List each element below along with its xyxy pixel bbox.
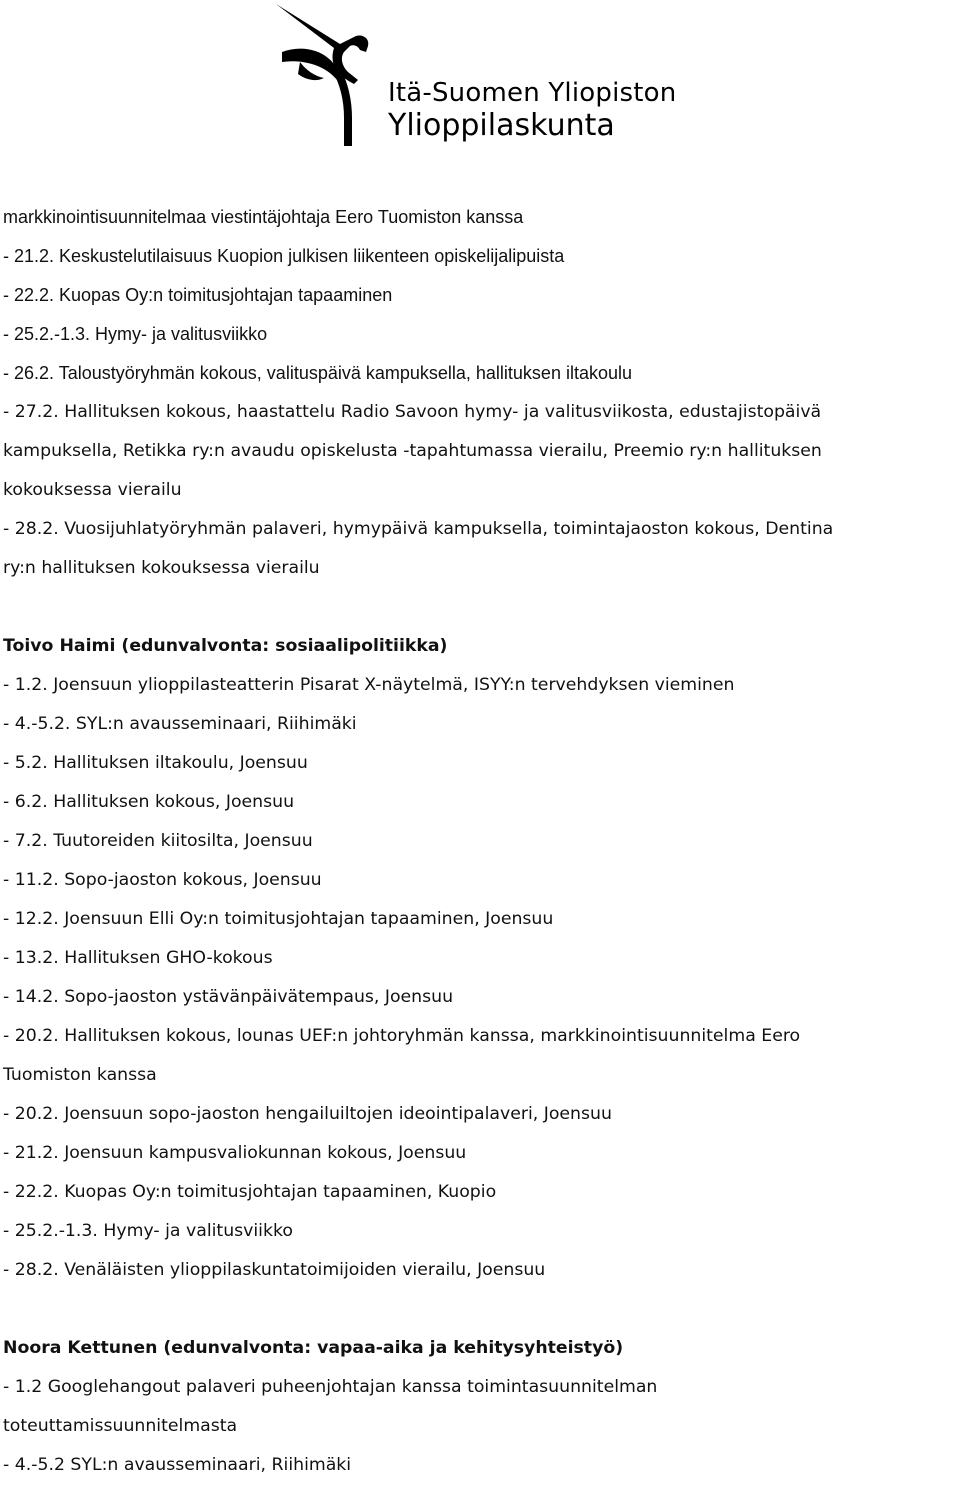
activity-line: - 5.2. Hallituksen iltakoulu, Joensuu [3,753,308,773]
activity-line: ry:n hallituksen kokouksessa vierailu [3,558,320,578]
activity-line: - 12.2. Joensuun Elli Oy:n toimitusjohtajan tapaaminen, Joensuu [3,909,554,929]
activity-line: - 13.2. Hallituksen GHO-kokous [3,948,273,968]
activity-line: - 11.2. Sopo-jaoston kokous, Joensuu [3,870,322,890]
activity-line: - 7.2. Tuutoreiden kiitosilta, Joensuu [3,831,313,851]
section-spacer [3,588,958,627]
activity-line: - 4.-5.2 SYL:n avausseminaari, Riihimäki [3,1455,352,1475]
activity-line: - 14.2. Sopo-jaoston ystävänpäivätempaus, Joensuu [3,987,454,1007]
logo-text-line1: Itä-Suomen Yliopiston [388,78,677,108]
activity-line: Tuomiston kanssa [3,1065,157,1085]
activity-line: markkinointisuunnitelmaa viestintäjohtaja Eero Tuomiston kanssa [3,207,524,227]
activity-line: - 25.2.-1.3. Hymy- ja valitusviikko [3,324,268,344]
activity-line: - 20.2. Hallituksen kokous, lounas UEF:n johtoryhmän kanssa, markkinointisuunnitelma Eero [3,1026,801,1046]
activity-line: - 1.2. Joensuun ylioppilasteatterin Pisarat X-näytelmä, ISYY:n tervehdyksen vieminen [3,675,735,695]
logo-text-line2: Ylioppilaskunta [388,108,615,143]
activity-line: - 1.2 Googlehangout palaveri puheenjohtajan kanssa toimintasuunnitelman [3,1377,658,1397]
activity-line: - 25.2.-1.3. Hymy- ja valitusviikko [3,1221,293,1241]
activity-line: - 28.2. Venäläisten ylioppilaskuntatoimijoiden vierailu, Joensuu [3,1260,546,1280]
activity-line: - 27.2. Hallituksen kokous, haastattelu Radio Savoon hymy- ja valitusviikosta, edustajistopäivä [3,402,822,422]
activity-line: - 21.2. Joensuun kampusvaliokunnan kokous, Joensuu [3,1143,467,1163]
activity-line: - 4.-5.2. SYL:n avausseminaari, Riihimäki [3,714,357,734]
activity-line: - 22.2. Kuopas Oy:n toimitusjohtajan tapaaminen, Kuopio [3,1182,497,1202]
section-spacer [3,1290,958,1329]
activity-line: kokouksessa vierailu [3,480,182,500]
activity-line: - 6.2. Hallituksen kokous, Joensuu [3,792,295,812]
activity-line: kampuksella, Retikka ry:n avaudu opiskelusta -tapahtumassa vierailu, Preemio ry:n hallituksen [3,441,822,461]
university-emblem-icon [270,0,390,150]
section-heading-noora: Noora Kettunen (edunvalvonta: vapaa-aika ja kehitysyhteistyö) [3,1338,624,1358]
activity-line: - 28.2. Vuosijuhlatyöryhmän palaveri, hymypäivä kampuksella, toimintajaoston kokous, Dentina [3,519,834,539]
activity-line: - 21.2. Keskustelutilaisuus Kuopion julkisen liikenteen opiskelijalipuista [3,246,565,266]
activity-line: - 20.2. Joensuun sopo-jaoston hengailuiltojen ideointipalaveri, Joensuu [3,1104,612,1124]
letterhead [270,0,720,150]
activity-line: toteuttamissuunnitelmasta [3,1416,238,1436]
section-heading-toivo: Toivo Haimi (edunvalvonta: sosiaalipolitiikka) [3,636,448,656]
activity-line: - 26.2. Taloustyöryhmän kokous, valituspäivä kampuksella, hallituksen iltakoulu [3,363,632,383]
report-body [3,198,958,1485]
activity-line: - 22.2. Kuopas Oy:n toimitusjohtajan tapaaminen [3,285,393,305]
